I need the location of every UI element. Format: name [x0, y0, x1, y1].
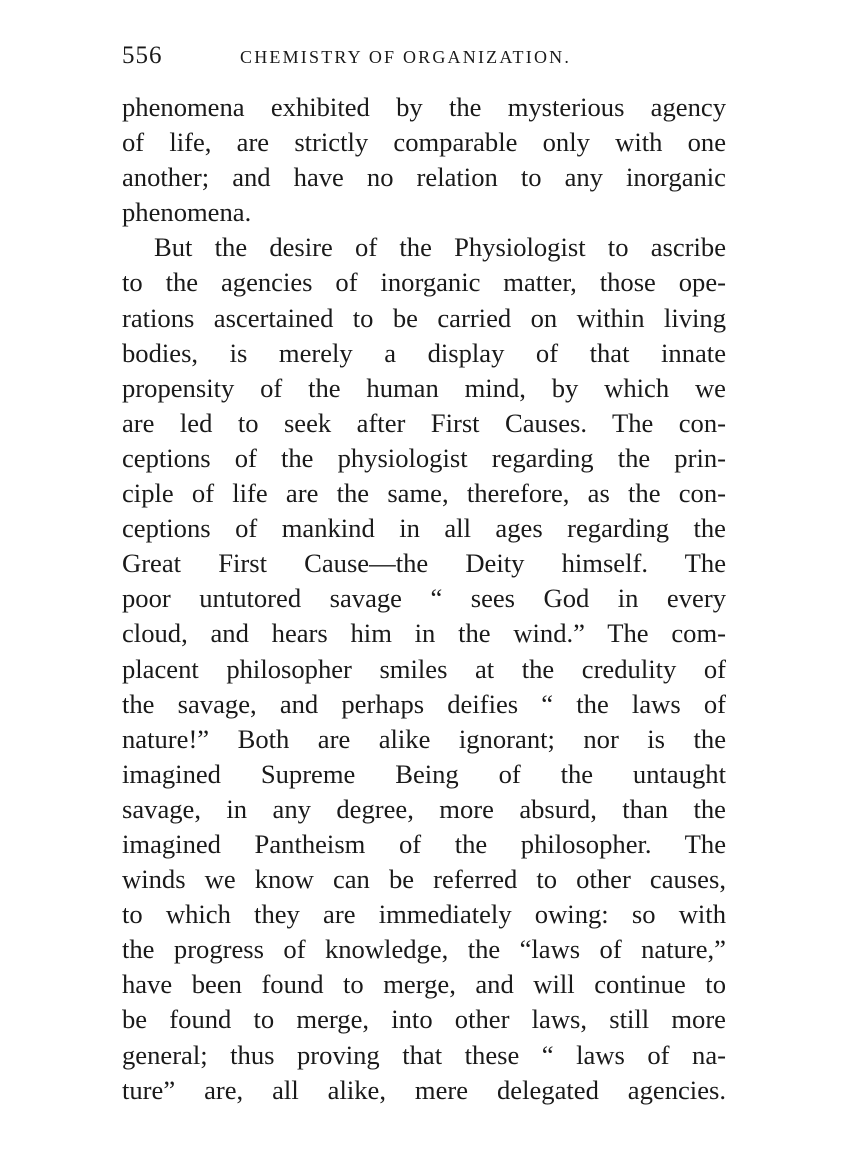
text-line: ciple of life are the same, therefore, as the con- — [122, 478, 726, 509]
running-head — [122, 42, 726, 82]
paragraph-2 — [122, 230, 726, 1107]
text-line: have been found to merge, and will continue to — [122, 969, 726, 1000]
text-line: Great First Cause—the Deity himself. The — [122, 548, 726, 579]
text-line: to which they are immediately owing: so with — [122, 899, 726, 930]
text-line: phenomena. — [122, 197, 252, 228]
text-line: are led to seek after First Causes. The con- — [122, 407, 726, 438]
text-line: But the desire of the Physiologist to ascribe — [154, 232, 726, 263]
book-page — [122, 42, 726, 1108]
text-line: poor untutored savage “ sees God in every — [122, 583, 726, 614]
text-line: ceptions of the physiologist regarding the prin- — [122, 442, 726, 473]
text-line: of life, are strictly comparable only with one — [122, 127, 726, 158]
text-line: to the agencies of inorganic matter, those ope- — [122, 267, 726, 298]
text-line: phenomena exhibited by the mysterious agency — [122, 92, 726, 122]
text-line: the progress of knowledge, the “laws of nature,” — [122, 934, 726, 965]
paragraph-1 — [122, 90, 726, 230]
body-text — [122, 90, 726, 1108]
text-line: nature!” Both are alike ignorant; nor is the — [122, 723, 726, 754]
text-line: winds we know can be referred to other causes, — [122, 864, 726, 895]
text-line: rations ascertained to be carried on within living — [122, 302, 726, 333]
text-line: ture” are, all alike, mere delegated agencies. — [122, 1074, 726, 1105]
text-line: placent philosopher smiles at the credulity of — [122, 653, 726, 684]
text-line: propensity of the human mind, by which we — [122, 372, 726, 403]
page-number: 556 — [122, 42, 163, 69]
text-line: cloud, and hears him in the wind.” The com- — [122, 618, 726, 649]
text-line: be found to merge, into other laws, still more — [122, 1004, 726, 1035]
text-line: bodies, is merely a display of that innate — [122, 337, 726, 368]
text-line: imagined Supreme Being of the untaught — [122, 758, 726, 789]
text-line: imagined Pantheism of the philosopher. The — [122, 828, 726, 859]
text-line: the savage, and perhaps deifies “ the laws of — [122, 688, 726, 719]
text-line: ceptions of mankind in all ages regarding the — [122, 513, 726, 544]
text-line: general; thus proving that these “ laws of na- — [122, 1039, 726, 1070]
text-line: another; and have no relation to any inorganic — [122, 162, 726, 193]
running-title: CHEMISTRY OF ORGANIZATION. — [240, 47, 572, 67]
text-line: savage, in any degree, more absurd, than the — [122, 793, 726, 824]
